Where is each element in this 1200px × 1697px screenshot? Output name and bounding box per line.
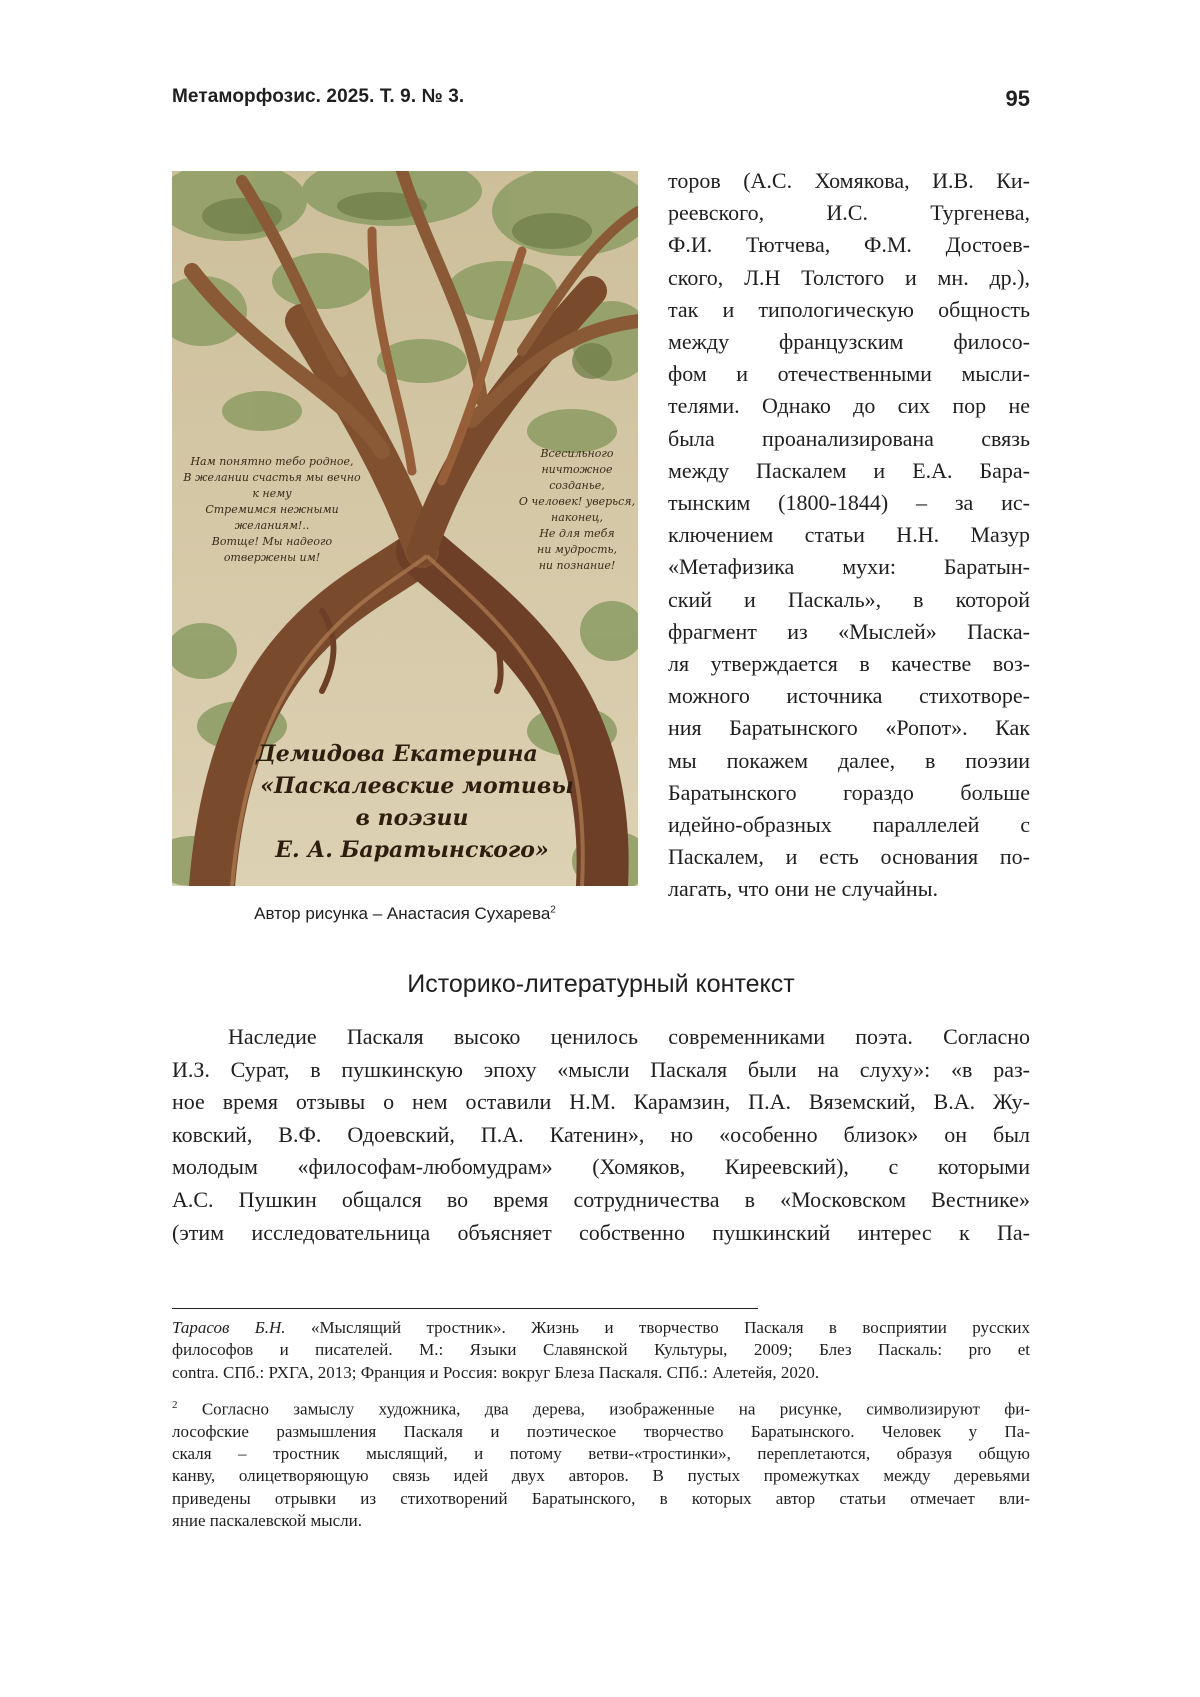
footnote-2-line: канву, олицетворяющую связь идей двух авторов. В пустых промежутках между деревьями [172, 1466, 1030, 1486]
text-line: ский и Паскаль», в которой [668, 586, 1030, 612]
text-line: можного источника стихотворе- [668, 683, 1030, 709]
svg-text:Демидова Екатерина: Демидова Екатерина [256, 741, 538, 767]
svg-text:Нам понятно тебо родное,: Нам понятно тебо родное, [190, 455, 354, 468]
svg-text:Вотще! Мы надеого: Вотще! Мы надеого [211, 535, 333, 548]
text-line: так и типологическую общность [668, 296, 1030, 322]
footnote-2-line: приведены отрывки из стихотворений Баратынского, в которых автор статьи отмечает вли- [172, 1488, 1030, 1508]
footnote-2-marker: 2 [172, 1398, 178, 1411]
journal-header: Метаморфозис. 2025. Т. 9. № 3. [172, 86, 465, 107]
text-line: ключением статьи Н.Н. Мазур [668, 522, 1030, 548]
footnote-2-line: $^2$ Согласно замыслу художника, два дерева, изображенные на рисунке, символизируют фи- [172, 1398, 1030, 1419]
svg-text:желаниям!..: желаниям!.. [234, 519, 310, 532]
text-line: ковский, В.Ф. Одоевский, П.А. Катенин», но «особенно близок» он был [172, 1121, 1030, 1147]
section-title: Историко-литературный контекст [407, 970, 795, 998]
text-line: Наследие Паскаля высоко ценилось современниками поэта. Согласно [228, 1024, 1030, 1049]
svg-text:«Паскалевские мотивы: «Паскалевские мотивы [260, 773, 574, 799]
footnote-2-line: скаля – тростник мыслящий, и потому ветви-«тростинки», переплетаются, образуя общую [172, 1444, 1030, 1464]
text-line: (этим исследовательница объясняет собственно пушкинский интерес к Па- [172, 1219, 1030, 1245]
text-line: Ф.И. Тютчева, Ф.М. Достоев- [668, 232, 1030, 258]
right-column-text [668, 165, 1030, 906]
text-line: «Метафизика мухи: Баратын- [668, 554, 1030, 580]
text-line: Баратынского гораздо больше [668, 779, 1030, 805]
book-cover-illustration [172, 171, 638, 886]
svg-text:ничтожное: ничтожное [541, 463, 613, 476]
footnote-1-line: Тарасов Б.Н. «Мыслящий тростник». Жизнь и творчество Паскаля в восприятии русских [172, 1318, 1030, 1337]
footnote-marker: 2 [550, 904, 556, 916]
text-line: фрагмент из «Мыслей» Паска- [668, 618, 1030, 644]
svg-text:ни познание!: ни познание! [538, 559, 616, 572]
footnote-1-author: Тарасов Б.Н. [172, 1318, 286, 1337]
footnote-2-line: лософские размышления Паскаля и поэтическое творчество Баратынского. Человек у Па- [172, 1421, 1030, 1441]
text-line: реевского, И.С. Тургенева, [668, 200, 1030, 226]
svg-text:ни мудрость,: ни мудрость, [536, 543, 618, 556]
footnote-1-line: философов и писателей. М.: Языки Славянской Культуры, 2009; Блез Паскаль: pro et [172, 1340, 1030, 1360]
text-line: И.З. Сурат, в пушкинскую эпоху «мысли Паскаля были на слуху»: «в раз- [172, 1056, 1030, 1082]
text-line: тынским (1800-1844) – за ис- [668, 490, 1030, 516]
footnote-1-line: contra. СПб.: РХГА, 2013; Франция и Россия: вокруг Блеза Паскаля. СПб.: Алетейя, 2020. [172, 1362, 820, 1382]
text-line: Паскалем, и есть основания по- [668, 844, 1030, 870]
text-line: фом и отечественными мысли- [668, 361, 1030, 387]
text-line: ния Баратынского «Ропот». Как [668, 715, 1030, 741]
body-paragraph [172, 1021, 1030, 1249]
svg-text:В желании счастья мы вечно: В желании счастья мы вечно [183, 471, 361, 484]
svg-text:наконец,: наконец, [551, 511, 603, 524]
text-line: идейно-образных параллелей с [668, 812, 1030, 838]
text-line: мы покажем далее, в поэзии [668, 747, 1030, 773]
text-line: ное время отзывы о нем оставили Н.М. Карамзин, П.А. Вяземский, В.А. Жу- [172, 1089, 1030, 1115]
text-line: молодым «философам-любомудрам» (Хомяков, Киреевский), с которыми [172, 1154, 1030, 1180]
figure-caption: Автор рисунка – Анастасия Сухарева$^2$ [254, 904, 556, 923]
footnote-separator [172, 1308, 758, 1309]
text-line: ля утверждается в качестве воз- [668, 651, 1030, 677]
svg-text:в поэзии: в поэзии [355, 805, 469, 831]
tree-illustration [172, 171, 638, 886]
text-line: между Паскалем и Е.А. Бара- [668, 457, 1030, 483]
text-line: между французским филосо- [668, 329, 1030, 355]
svg-text:О человек! уверься,: О человек! уверься, [518, 495, 636, 508]
svg-text:отвержены им!: отвержены им! [223, 551, 321, 564]
svg-text:Не для тебя: Не для тебя [539, 527, 615, 540]
page-number: 95 [1005, 86, 1030, 111]
text-line: А.С. Пушкин общался во время сотрудничества в «Московском Вестнике» [172, 1186, 1030, 1212]
footnotes [172, 1317, 1030, 1532]
text-line: телями. Однако до сих пор не [668, 393, 1030, 419]
svg-text:к нему: к нему [252, 487, 292, 500]
text-line: ского, Л.Н Толстого и мн. др.), [668, 264, 1030, 290]
svg-text:Стремимся нежными: Стремимся нежными [205, 503, 339, 516]
text-line: лагать, что они не случайны. [668, 876, 938, 902]
svg-text:Всесильного: Всесильного [540, 447, 614, 460]
text-line: была проанализирована связь [668, 425, 1030, 451]
text-line: торов (А.С. Хомякова, И.В. Ки- [668, 168, 1030, 193]
svg-text:созданье,: созданье, [549, 479, 605, 492]
footnote-2-line: яние паскалевской мысли. [172, 1511, 362, 1531]
svg-text:Е. А. Баратынского»: Е. А. Баратынского» [275, 837, 549, 863]
